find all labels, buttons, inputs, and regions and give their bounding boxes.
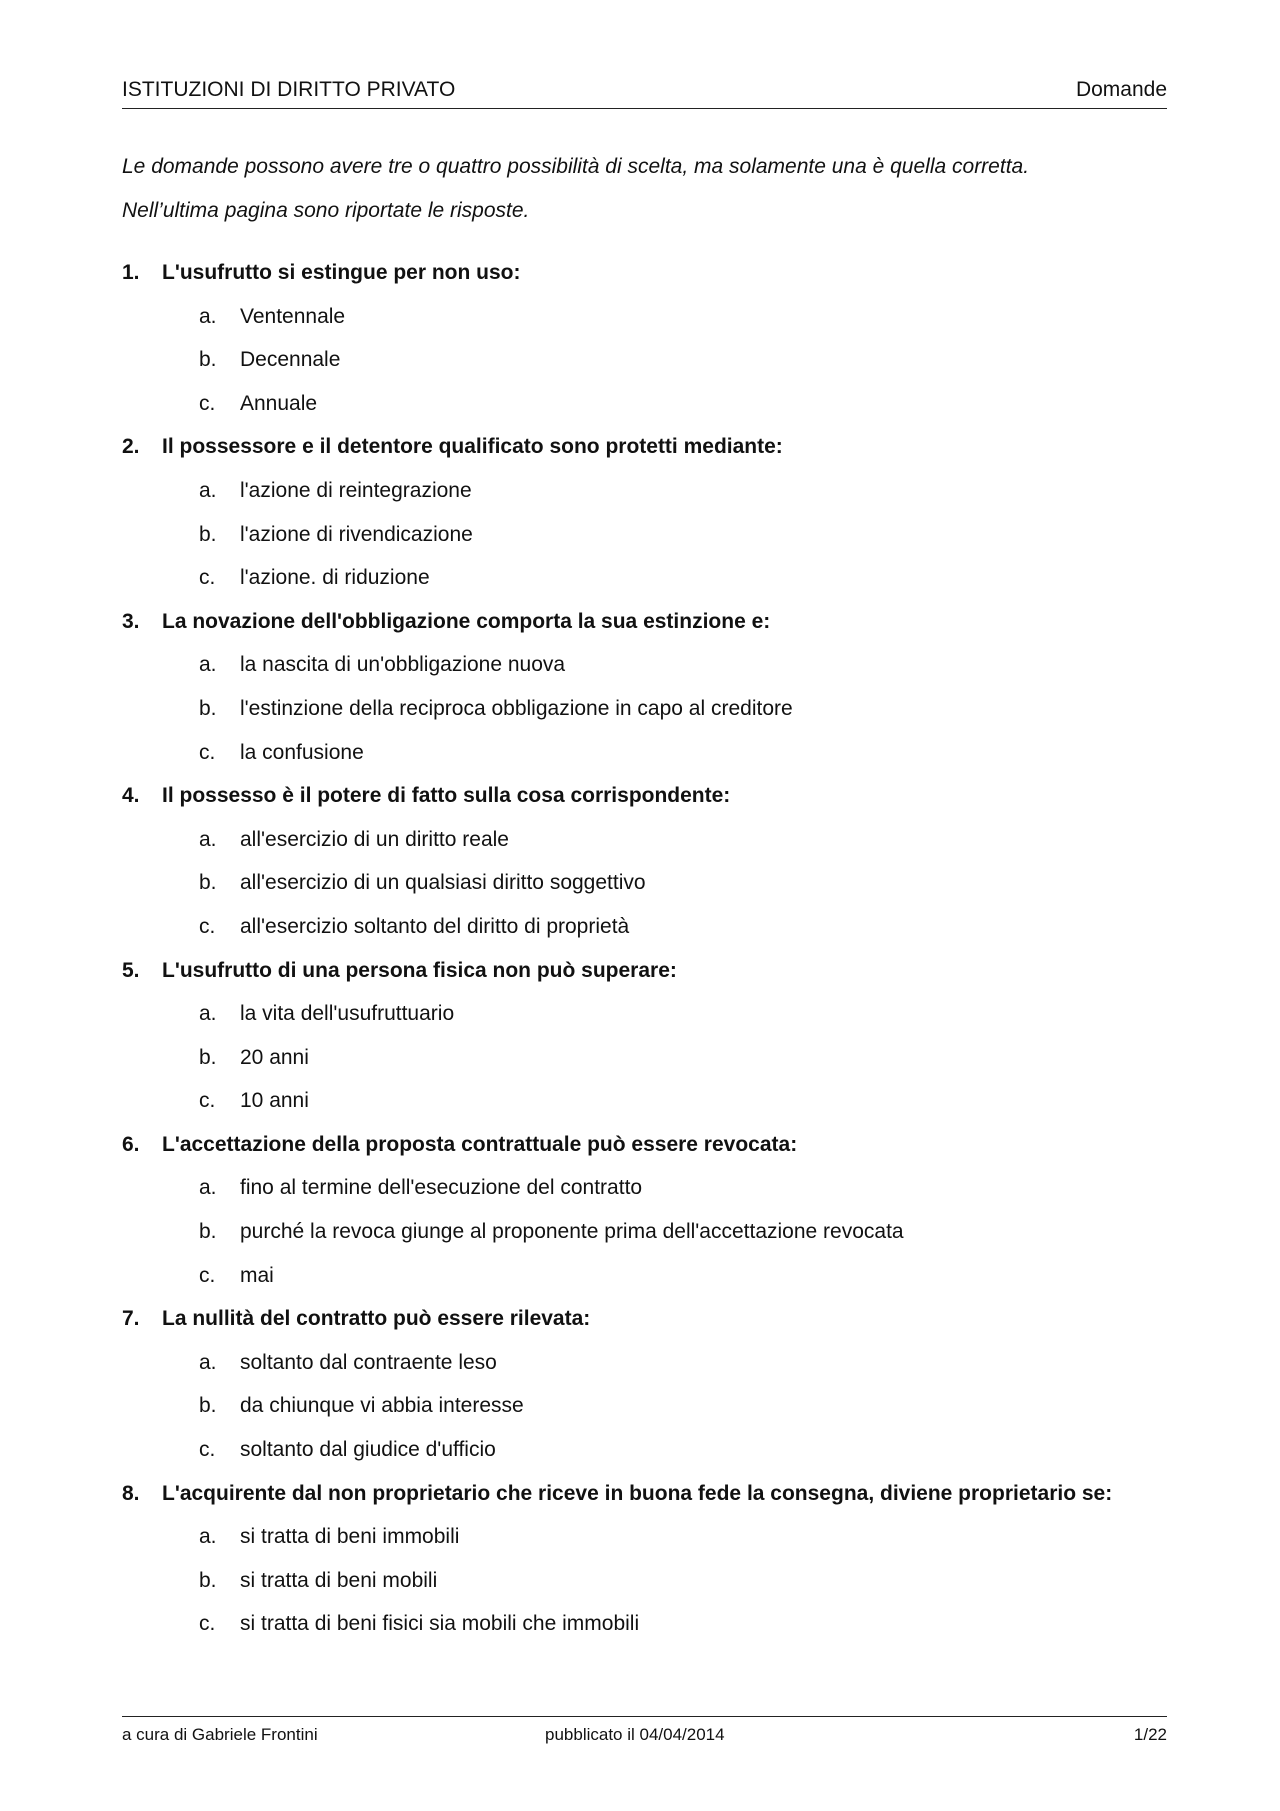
question-line [122, 781, 1167, 825]
option-text: la vita dell'usufruttuario [240, 1002, 455, 1026]
question-line [122, 1130, 1167, 1174]
option-text: soltanto dal contraente leso [240, 1350, 497, 1374]
answer-option [122, 1348, 1167, 1392]
answer-option [122, 520, 1167, 564]
option-letter: b. [199, 1568, 217, 1592]
option-letter: b. [199, 1394, 217, 1418]
question-line [122, 1304, 1167, 1348]
intro-line: Nell’ultima pagina sono riportate le risposte. [122, 199, 530, 222]
question-item [122, 1304, 1167, 1478]
option-letter: b. [199, 348, 217, 372]
question-item [122, 956, 1167, 1130]
option-letter: a. [199, 653, 217, 677]
question-text: Il possesso è il potere di fatto sulla cosa corrispondente: [162, 784, 731, 808]
option-letter: a. [199, 827, 217, 851]
answer-option [122, 912, 1167, 956]
answer-option [122, 1566, 1167, 1610]
question-item [122, 258, 1167, 432]
option-list [122, 302, 1167, 433]
question-number: 1. [122, 261, 140, 284]
option-text: 20 anni [240, 1045, 309, 1069]
option-list [122, 476, 1167, 607]
section-label: Domande [1075, 78, 1167, 101]
question-number: 7. [122, 1307, 140, 1331]
option-text: l'azione di rivendicazione [240, 522, 473, 546]
answer-option [122, 694, 1167, 738]
question-line [122, 1479, 1167, 1523]
question-text: L'usufrutto di una persona fisica non può superare: [162, 958, 677, 982]
question-number: 4. [122, 784, 140, 808]
option-text: all'esercizio soltanto del diritto di proprietà [240, 914, 630, 938]
option-text: si tratta di beni immobili [240, 1525, 460, 1549]
question-text: La novazione dell'obbligazione comporta la sua estinzione e: [162, 609, 771, 633]
question-number: 2. [122, 435, 140, 459]
option-letter: c. [199, 391, 216, 415]
option-letter: c. [199, 566, 216, 590]
answer-option [122, 999, 1167, 1043]
page-header [122, 78, 1167, 109]
answer-option [122, 563, 1167, 607]
option-text: fino al termine dell'esecuzione del contratto [240, 1176, 643, 1200]
question-item [122, 781, 1167, 955]
answer-option [122, 345, 1167, 389]
option-list [122, 1173, 1167, 1304]
question-number: 5. [122, 958, 140, 982]
option-letter: c. [199, 1089, 216, 1113]
option-list [122, 825, 1167, 956]
option-text: l'estinzione della reciproca obbligazione in capo al creditore [240, 696, 793, 720]
option-letter: c. [199, 914, 216, 938]
answer-option [122, 1261, 1167, 1305]
question-item [122, 607, 1167, 781]
option-text: da chiunque vi abbia interesse [240, 1394, 524, 1418]
option-text: si tratta di beni mobili [240, 1568, 438, 1592]
option-letter: b. [199, 696, 217, 720]
document-title: ISTITUZIONI DI DIRITTO PRIVATO [122, 78, 456, 101]
option-letter: a. [199, 304, 217, 328]
option-text: mai [240, 1263, 274, 1287]
page-number: 1/22 [1133, 1725, 1167, 1744]
footer-author: a cura di Gabriele Frontini [122, 1725, 318, 1744]
answer-option [122, 1217, 1167, 1261]
question-number: 3. [122, 609, 140, 633]
answer-option [122, 825, 1167, 869]
question-text: L'accettazione della proposta contrattuale può essere revocata: [162, 1132, 798, 1156]
answer-option [122, 302, 1167, 346]
question-list [122, 258, 1167, 1653]
option-text: la confusione [240, 740, 364, 764]
answer-option [122, 1043, 1167, 1087]
question-item [122, 1130, 1167, 1304]
question-number: 8. [122, 1481, 140, 1505]
option-text: l'azione di reintegrazione [240, 478, 472, 502]
option-text: Annuale [240, 391, 318, 415]
option-letter: b. [199, 1045, 217, 1069]
intro-text [122, 152, 1167, 240]
option-text: purché la revoca giunge al proponente prima dell'accettazione revocata [240, 1220, 904, 1244]
answer-option [122, 1522, 1167, 1566]
option-text: Decennale [240, 348, 341, 372]
question-text: Il possessore e il detentore qualificato sono protetti mediante: [162, 435, 783, 459]
intro-line: Le domande possono avere tre o quattro possibilità di scelta, ma solamente una è quella corretta. [122, 155, 1030, 178]
option-list [122, 1522, 1167, 1653]
option-list [122, 650, 1167, 781]
question-text: L'usufrutto si estingue per non uso: [162, 261, 521, 284]
question-number: 6. [122, 1132, 140, 1156]
question-line [122, 432, 1167, 476]
answer-option [122, 1173, 1167, 1217]
answer-option [122, 1391, 1167, 1435]
answer-option [122, 389, 1167, 433]
question-text: L'acquirente dal non proprietario che riceve in buona fede la consegna, diviene proprietario se: [162, 1481, 1113, 1505]
option-list [122, 999, 1167, 1130]
option-text: all'esercizio di un qualsiasi diritto soggettivo [240, 871, 646, 895]
option-text: all'esercizio di un diritto reale [240, 827, 509, 851]
option-letter: b. [199, 1220, 217, 1244]
option-list [122, 1348, 1167, 1479]
question-item [122, 1479, 1167, 1653]
page-footer [122, 1716, 1167, 1747]
option-letter: c. [199, 1263, 216, 1287]
option-text: l'azione. di riduzione [240, 566, 430, 590]
option-letter: a. [199, 1350, 217, 1374]
option-text: la nascita di un'obbligazione nuova [240, 653, 566, 677]
question-item [122, 432, 1167, 606]
option-text: soltanto dal giudice d'ufficio [240, 1438, 496, 1462]
answer-option [122, 738, 1167, 782]
option-letter: b. [199, 522, 217, 546]
option-text: si tratta di beni fisici sia mobili che immobili [240, 1612, 640, 1636]
option-letter: c. [199, 1438, 216, 1462]
option-letter: c. [199, 740, 216, 764]
question-line [122, 258, 1167, 302]
option-letter: a. [199, 1525, 217, 1549]
option-text: Ventennale [240, 304, 346, 328]
option-letter: c. [199, 1612, 216, 1636]
answer-option [122, 1086, 1167, 1130]
footer-published-date: pubblicato il 04/04/2014 [545, 1725, 725, 1744]
option-letter: a. [199, 478, 217, 502]
option-text: 10 anni [240, 1089, 309, 1113]
answer-option [122, 1435, 1167, 1479]
answer-option [122, 868, 1167, 912]
question-line [122, 956, 1167, 1000]
question-line [122, 607, 1167, 651]
option-letter: a. [199, 1176, 217, 1200]
answer-option [122, 650, 1167, 694]
question-text: La nullità del contratto può essere rilevata: [162, 1307, 591, 1331]
answer-option [122, 1609, 1167, 1653]
answer-option [122, 476, 1167, 520]
option-letter: a. [199, 1002, 217, 1026]
option-letter: b. [199, 871, 217, 895]
